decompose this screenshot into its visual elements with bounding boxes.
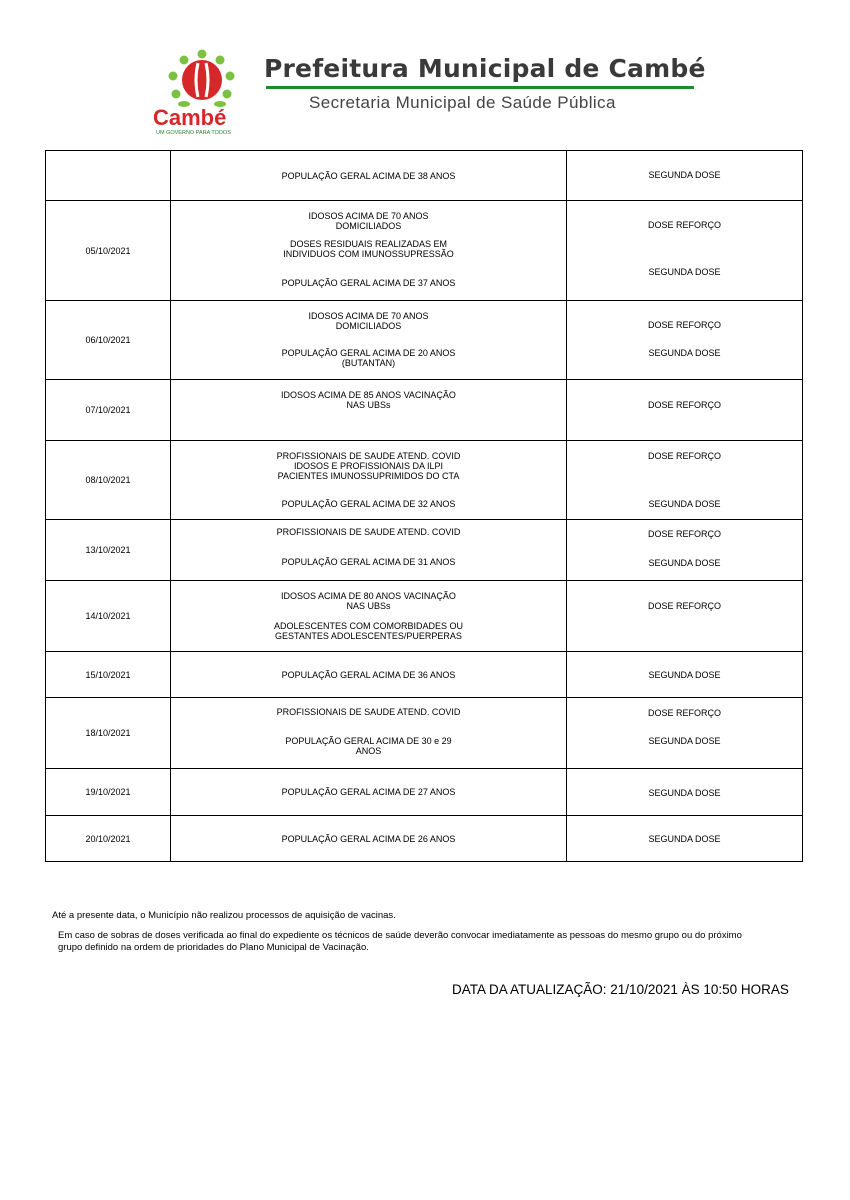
dose-type: SEGUNDA DOSE [648, 499, 721, 509]
page-subtitle: Secretaria Municipal de Saúde Pública [309, 93, 616, 112]
dose-cell [567, 581, 803, 652]
group-cell [171, 441, 567, 520]
priority-group: IDOSOS ACIMA DE 70 ANOS DOMICILIADOS [308, 311, 429, 331]
priority-group: POPULAÇÃO GERAL ACIMA DE 37 ANOS [281, 278, 456, 288]
dose-type: SEGUNDA DOSE [648, 788, 721, 798]
table-row [46, 380, 803, 441]
dose-cell [567, 769, 803, 816]
priority-group: DOSES RESIDUAIS REALIZADAS EM INDIVIDUOS COM IMUNOSSUPRESSÃO [283, 239, 454, 259]
update-timestamp: DATA DA ATUALIZAÇÃO: 21/10/2021 ÀS 10:50 HORAS [452, 982, 789, 997]
date-cell: 05/10/2021 [46, 201, 171, 301]
dose-cell [567, 201, 803, 301]
date-cell: 13/10/2021 [46, 520, 171, 581]
priority-group: ADOLESCENTES COM COMORBIDADES OU GESTANTES ADOLESCENTES/PUERPERAS [273, 621, 464, 641]
date-cell: 19/10/2021 [46, 769, 171, 816]
priority-group: POPULAÇÃO GERAL ACIMA DE 27 ANOS [281, 787, 456, 797]
dose-cell [567, 380, 803, 441]
dose-type: DOSE REFORÇO [647, 320, 721, 330]
table-row [46, 441, 803, 520]
dose-type: SEGUNDA DOSE [648, 834, 721, 844]
group-cell [171, 201, 567, 301]
date-cell: 06/10/2021 [46, 301, 171, 380]
table-row [46, 151, 803, 201]
priority-group: POPULAÇÃO GERAL ACIMA DE 26 ANOS [281, 834, 456, 844]
group-cell [171, 698, 567, 769]
dose-type: SEGUNDA DOSE [648, 670, 721, 680]
table-row [46, 652, 803, 698]
dose-cell [567, 441, 803, 520]
dose-type: DOSE REFORÇO [647, 400, 721, 410]
group-cell [171, 581, 567, 652]
dose-type: DOSE REFORÇO [647, 220, 721, 230]
vaccination-schedule-table [45, 150, 803, 862]
table-row [46, 581, 803, 652]
priority-group: POPULAÇÃO GERAL ACIMA DE 32 ANOS [281, 499, 456, 509]
leftover-doses-note: Em caso de sobras de doses verificada ao final do expediente os técnicos de saúde deverão convocar imediatamente as pessoas do mesmo grupo ou do próximo grupo definido na ordem de prioridades do Plano Municipal de Vacinação. [58, 930, 742, 953]
priority-group: PROFISSIONAIS DE SAUDE ATEND. COVID [276, 707, 461, 717]
group-cell [171, 380, 567, 441]
priority-group: PROFISSIONAIS DE SAUDE ATEND. COVID IDOSOS E PROFISSIONAIS DA ILPI PACIENTES IMUNOSSUPRIMIDOS DO CTA [276, 451, 461, 481]
dose-type: SEGUNDA DOSE [648, 348, 721, 358]
group-cell [171, 769, 567, 816]
acquisition-note: Até a presente data, o Município não realizou processos de aquisição de vacinas. [52, 910, 396, 921]
dose-type: SEGUNDA DOSE [648, 558, 721, 568]
priority-group: POPULAÇÃO GERAL ACIMA DE 30 e 29 ANOS [285, 736, 452, 756]
dose-type: DOSE REFORÇO [647, 708, 721, 718]
dose-type: DOSE REFORÇO [647, 451, 721, 461]
priority-group: POPULAÇÃO GERAL ACIMA DE 20 ANOS (BUTANTAN) [281, 348, 456, 368]
table-row [46, 698, 803, 769]
date-cell: 15/10/2021 [46, 652, 171, 698]
date-cell: 07/10/2021 [46, 380, 171, 441]
group-cell [171, 301, 567, 380]
priority-group: POPULAÇÃO GERAL ACIMA DE 31 ANOS [281, 557, 456, 567]
table-row [46, 520, 803, 581]
dose-type: SEGUNDA DOSE [648, 170, 721, 180]
group-cell [171, 652, 567, 698]
dose-cell [567, 652, 803, 698]
dose-cell [567, 301, 803, 380]
table-row [46, 301, 803, 380]
dose-cell [567, 816, 803, 862]
date-cell: 08/10/2021 [46, 441, 171, 520]
date-cell: 14/10/2021 [46, 581, 171, 652]
table-row [46, 816, 803, 862]
dose-cell [567, 520, 803, 581]
priority-group: IDOSOS ACIMA DE 70 ANOS DOMICILIADOS [308, 211, 429, 231]
group-cell [171, 151, 567, 201]
date-cell: 20/10/2021 [46, 816, 171, 862]
dose-cell [567, 151, 803, 201]
priority-group: IDOSOS ACIMA DE 85 ANOS VACINAÇÃO NAS UBSs [281, 390, 456, 410]
priority-group: IDOSOS ACIMA DE 80 ANOS VACINAÇÃO NAS UBSs [281, 591, 456, 611]
dose-type: SEGUNDA DOSE [648, 267, 721, 277]
priority-group: POPULAÇÃO GERAL ACIMA DE 36 ANOS [281, 670, 456, 680]
table-row [46, 769, 803, 816]
priority-group: PROFISSIONAIS DE SAUDE ATEND. COVID [276, 527, 461, 537]
logo-tagline: UM GOVERNO PARA TODOS [156, 130, 231, 136]
group-cell [171, 816, 567, 862]
dose-type: DOSE REFORÇO [647, 601, 721, 611]
title-divider [266, 86, 694, 89]
date-cell: 18/10/2021 [46, 698, 171, 769]
date-cell [46, 151, 171, 201]
logo-text: Cambé [153, 105, 227, 130]
page-title: Prefeitura Municipal de Cambé [264, 54, 706, 83]
dose-type: SEGUNDA DOSE [648, 736, 721, 746]
dose-cell [567, 698, 803, 769]
cambe-logo [150, 48, 250, 138]
group-cell [171, 520, 567, 581]
dose-type: DOSE REFORÇO [647, 529, 721, 539]
table-row [46, 201, 803, 301]
priority-group: POPULAÇÃO GERAL ACIMA DE 38 ANOS [281, 171, 456, 181]
